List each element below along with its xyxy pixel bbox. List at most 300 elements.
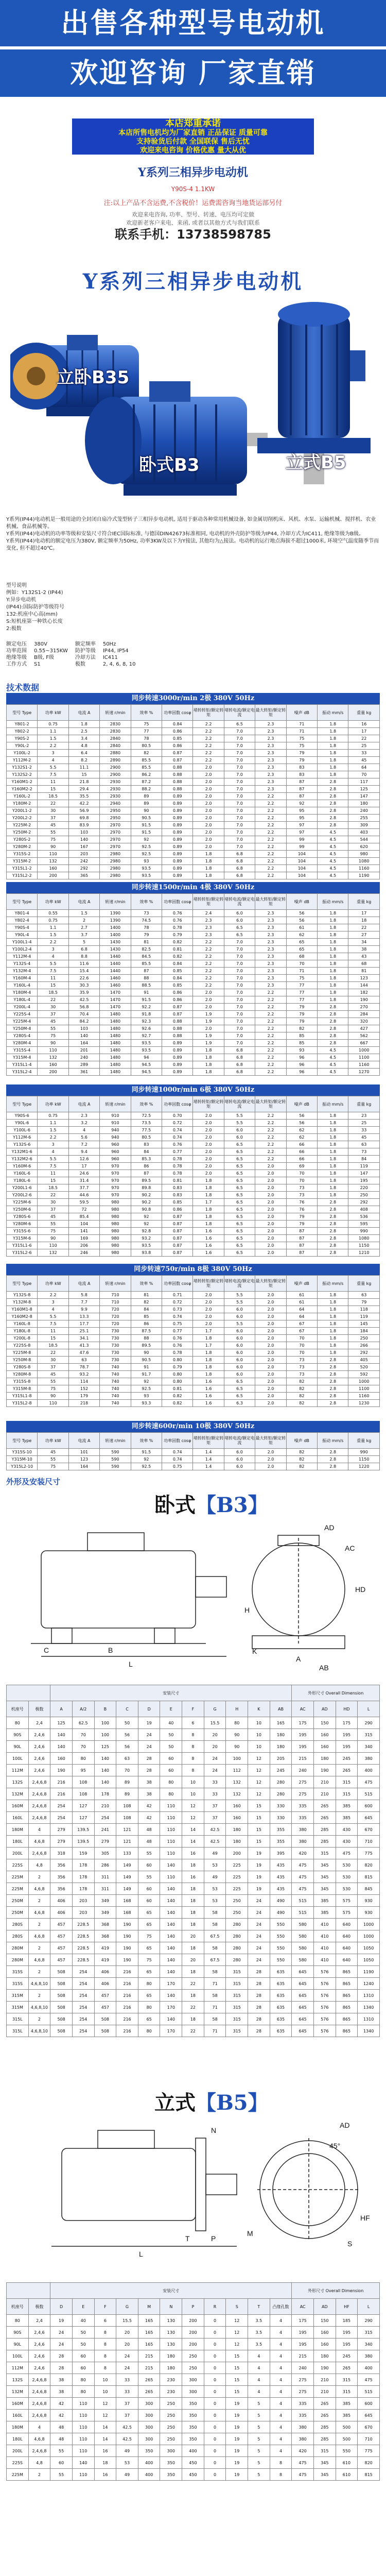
column-header: 极数 [28, 1701, 50, 1717]
table-cell: 1.8 [318, 728, 348, 735]
table-cell: 2.3 [255, 931, 286, 939]
table-cell: 2.8 [318, 1371, 348, 1378]
table-cell: Y160L-2 [7, 793, 38, 800]
table-cell: 2 [28, 1895, 50, 1907]
table-cell: 225 [226, 1859, 248, 1871]
table-cell: 77 [286, 989, 317, 996]
table-cell: 300 [182, 2386, 204, 2398]
table-cell: 280 [270, 1776, 292, 1788]
table-cell: 2950 [100, 815, 131, 822]
table-cell: 420 [292, 2445, 314, 2457]
table-cell: 23 [348, 1112, 380, 1120]
table-cell: 80.5 [131, 742, 162, 750]
table-cell: 3.7 [68, 931, 99, 939]
table-row [7, 1883, 380, 1895]
table-cell: 25.1 [68, 1328, 99, 1335]
table-cell: 2.2 [193, 735, 224, 742]
table-cell: 90L [7, 1741, 29, 1753]
table-cell: 815 [358, 2469, 380, 2481]
table-cell: 71 [204, 1978, 226, 1990]
table-cell: 315 [226, 2002, 248, 2013]
table-cell: 865 [336, 1990, 358, 2002]
table-cell: 140 [72, 2457, 94, 2469]
table-cell: 0.72 [162, 1299, 193, 1306]
table-cell: 2.0 [193, 1112, 224, 1120]
table-cell: 218 [68, 1400, 99, 1407]
column-header: 功率 kW [38, 894, 68, 910]
table-cell: 7.0 [224, 1025, 255, 1032]
table-cell: 6.8 [224, 865, 255, 872]
table-cell: 7.0 [224, 975, 255, 982]
table-cell: 47.6 [68, 1349, 99, 1357]
table-cell: 1440 [100, 960, 131, 968]
table-cell: 132S [7, 2374, 29, 2386]
table-cell: 49 [204, 1848, 226, 1859]
table-cell: 4,6,8 [28, 1907, 50, 1919]
table-cell: 290 [358, 2315, 380, 2327]
notice-line: 欢迎来电咨询 价格优惠 量大从优 [140, 146, 246, 155]
table-cell: 0.79 [162, 931, 193, 939]
table-cell: 18 [182, 1990, 204, 2002]
table-cell: 180 [226, 1836, 248, 1848]
table-cell: 1430 [100, 946, 131, 953]
table-cell: 160L [7, 1812, 29, 1824]
table-cell: 0.82 [162, 1400, 193, 1407]
table-row [7, 989, 380, 996]
table-cell: 265 [138, 2386, 160, 2398]
table-cell: 240 [68, 1054, 99, 1061]
column-header: 型号 Type [7, 1096, 38, 1112]
table-cell: 530 [336, 1859, 358, 1871]
table-cell: 315 [336, 2374, 358, 2386]
table-cell: 19 [226, 2469, 248, 2481]
table-cell: 133 [116, 1848, 138, 1859]
table-cell: 89.8 [131, 1184, 162, 1192]
table-cell: 75 [38, 1385, 68, 1393]
table-cell: 8 [94, 2350, 116, 2362]
table-cell: 49 [116, 2445, 138, 2457]
table-cell: 82 [131, 1299, 162, 1306]
table-cell: 200 [182, 2315, 204, 2327]
table-cell: 775 [358, 2445, 380, 2457]
table-row [7, 728, 380, 735]
table-cell: 225 [226, 1883, 248, 1895]
table-cell: 457 [50, 1930, 73, 1942]
column-header: 最大转矩/额定转矩 [255, 705, 286, 721]
table-cell: 1050 [358, 1954, 380, 1966]
column-header: 功率因数 cosφ [162, 705, 193, 721]
table-cell: 140 [160, 1942, 182, 1954]
table-cell: 225M [7, 1883, 29, 1895]
table-cell: 20 [182, 1930, 204, 1942]
table-cell: 28 [248, 1978, 270, 1990]
table-cell: 216 [116, 1966, 138, 1978]
table-cell: 2.8 [318, 1463, 348, 1470]
table-header [7, 705, 380, 721]
table-cell: 350 [160, 2469, 182, 2481]
table-cell: 15.5 [116, 2315, 138, 2327]
column-header: 堵转转矩/额定转矩 [193, 894, 224, 910]
table-cell: 7.0 [224, 757, 255, 764]
table-row [7, 931, 380, 939]
table-cell: 2.0 [193, 822, 224, 829]
table-cell: 1.8 [318, 975, 348, 982]
table-cell: 345 [313, 1883, 336, 1895]
table-cell: 42 [50, 2410, 73, 2421]
table-cell: 311 [94, 1871, 116, 1883]
table-cell: 200 [182, 2327, 204, 2338]
table-cell: 104 [286, 858, 317, 865]
table-cell: 48 [50, 2433, 73, 2445]
table-cell: 24 [248, 1919, 270, 1930]
table-cell: 18 [182, 1942, 204, 1954]
table-cell: 66 [286, 1148, 317, 1156]
table-cell: 4 [270, 2350, 292, 2362]
column-header: AD [313, 2299, 336, 2315]
table-cell: 3 [38, 1141, 68, 1148]
table-cell: 103 [68, 829, 99, 836]
table-cell: Y160M2-8 [7, 1313, 38, 1320]
table-cell: 1.1 [38, 924, 68, 931]
table-cell: 0 [204, 2338, 226, 2350]
model-title: 型号说明 [6, 583, 27, 588]
table-cell: 7.0 [224, 793, 255, 800]
table-row [7, 1054, 380, 1061]
table-cell: 6.5 [224, 1242, 255, 1249]
table-cell: 0 [204, 2315, 226, 2327]
table-cell: 125 [94, 1741, 116, 1753]
table-cell: 645 [292, 2013, 314, 2025]
table-cell: 2.4 [193, 910, 224, 917]
table-cell: 110 [38, 1400, 68, 1407]
table-cell: 8.2 [68, 757, 99, 764]
table-cell: 300 [160, 2445, 182, 2457]
table-cell: 0.78 [162, 924, 193, 931]
table-cell: 6.5 [224, 1141, 255, 1148]
table-cell: 2890 [100, 757, 131, 764]
table-cell: 87 [286, 1228, 317, 1235]
table-cell: 108 [72, 1776, 94, 1788]
table-cell: 7.0 [224, 982, 255, 989]
table-cell: 28 [138, 1765, 160, 1776]
table-cell: 4,6,8,10 [28, 1978, 50, 1990]
table-cell: 1.8 [193, 1177, 224, 1184]
table-cell: 8.8 [68, 953, 99, 960]
table-cell: 315 [226, 2013, 248, 2025]
table-cell: 70 [116, 1765, 138, 1776]
table-cell: 90.8 [131, 1206, 162, 1213]
table-cell: 590 [100, 1463, 131, 1470]
table-cell: 1270 [348, 1069, 380, 1076]
table-cell: 127 [72, 1800, 94, 1812]
table-cell: 17 [348, 910, 380, 917]
column-header: 效率 % [131, 894, 162, 910]
table-row [7, 2025, 380, 2037]
table-cell: 315 [313, 1848, 336, 1859]
table-cell: 127 [72, 1812, 94, 1824]
table-cell: 93.8 [131, 1249, 162, 1257]
table-cell: 95 [72, 1765, 94, 1776]
table-cell: 7.0 [224, 939, 255, 946]
table-cell: 580 [292, 1954, 314, 1966]
table-cell: Y160M1-2 [7, 778, 38, 786]
table-cell: 7.0 [224, 822, 255, 829]
table-cell: 78 [131, 735, 162, 742]
table-cell: 15 [226, 2386, 248, 2398]
table-cell: 88.2 [131, 786, 162, 793]
table-cell: 254 [50, 1812, 73, 1824]
table-cell: 0.89 [162, 872, 193, 879]
table-cell: Y225M-4 [7, 1018, 38, 1025]
table-cell: 6.5 [224, 1192, 255, 1199]
table-row [7, 1364, 380, 1371]
spec-cell: IP44, IP54 [102, 648, 129, 654]
table-cell: 22 [182, 1978, 204, 1990]
table-row [7, 1378, 380, 1385]
table-row [7, 1328, 380, 1335]
table-cell: 81 [131, 1292, 162, 1299]
table-cell: 2.2 [255, 793, 286, 800]
table-cell: 190 [50, 1765, 73, 1776]
table-cell: 200L [7, 2445, 29, 2457]
table-cell: 1430 [100, 939, 131, 946]
table-cell: 2.8 [318, 800, 348, 807]
table-cell: 2,4,6 [28, 2338, 50, 2350]
table-cell: 0.75 [38, 721, 68, 728]
table-cell: 48 [138, 1824, 160, 1836]
dim-label-A: A [296, 1655, 301, 1663]
column-header: L [358, 2299, 380, 2315]
table-cell: 60 [160, 1753, 182, 1765]
table-cell: 4 [248, 2386, 270, 2398]
table-cell: 15 [248, 1836, 270, 1848]
table-cell: Y315L1-6 [7, 1242, 38, 1249]
table-cell: 356 [50, 1883, 73, 1895]
table-cell: 0.74 [162, 1449, 193, 1456]
table-cell: 562 [348, 1032, 380, 1040]
group-install: 安装尺寸 [50, 2283, 292, 2299]
table-cell: 576 [313, 2002, 336, 2013]
table-cell: 1.8 [193, 1192, 224, 1199]
table-cell: 55 [38, 1221, 68, 1228]
table-cell: 385 [336, 1800, 358, 1812]
table-cell: 0.88 [162, 764, 193, 771]
table-cell: 22 [182, 2025, 204, 2037]
table-cell: 2.3 [255, 735, 286, 742]
table-cell: 93.2 [68, 1371, 99, 1378]
table-cell: 7.0 [224, 786, 255, 793]
column-header: A [50, 1701, 73, 1717]
table-cell: 70 [286, 1349, 317, 1357]
table-cell: 335 [292, 1800, 314, 1812]
table-cell: 7.0 [224, 1040, 255, 1047]
table-cell: 0.74 [162, 1313, 193, 1320]
table-cell: 121 [116, 1836, 138, 1848]
column-header: 堵转转矩/额定转矩 [193, 1433, 224, 1449]
column-header: 振动 mm/s [318, 705, 348, 721]
table-cell: 290 [358, 1717, 380, 1729]
table-cell: 730 [100, 1357, 131, 1364]
table-cell: 576 [313, 1978, 336, 1990]
table-cell: 42.5 [116, 2421, 138, 2433]
table-cell: 203 [72, 1895, 94, 1907]
table-cell: 490 [270, 1907, 292, 1919]
spec-row [6, 661, 143, 668]
table-row [7, 1919, 380, 1930]
table-cell: 0.81 [162, 1385, 193, 1393]
table-cell: 12 [226, 2338, 248, 2350]
table-cell: 0.89 [162, 815, 193, 822]
table-cell: 250 [182, 2362, 204, 2374]
table-cell: 14 [94, 2421, 116, 2433]
table-cell: 0.80 [162, 1378, 193, 1385]
table-cell: 2,4 [28, 1717, 50, 1729]
table-cell: 16 [182, 1871, 204, 1883]
table-cell: 355 [270, 1824, 292, 1836]
table-cell: 2.0 [255, 1170, 286, 1177]
table-row [7, 1741, 380, 1753]
table-cell: 42 [138, 1800, 160, 1812]
table-cell: 355 [270, 1836, 292, 1848]
table-cell: 2.2 [255, 822, 286, 829]
table-cell: 140 [160, 1930, 182, 1942]
table-cell: Y160M2-2 [7, 786, 38, 793]
table-cell: 0.79 [162, 1364, 193, 1371]
column-header: 噪声 dB [286, 1433, 317, 1449]
table-cell: 2.3 [255, 742, 286, 750]
table-cell: 149 [116, 1871, 138, 1883]
table-cell: 90 [38, 1040, 68, 1047]
table-cell: 940 [100, 1127, 131, 1134]
table-cell: 70 [72, 1729, 94, 1741]
table-cell: 70 [286, 960, 317, 968]
table-cell: 0.88 [162, 1018, 193, 1025]
tech-table [6, 1096, 380, 1257]
table-cell: 104 [286, 872, 317, 879]
table-cell: 66 [286, 1156, 317, 1163]
table-cell: 82 [286, 1378, 317, 1385]
table-cell: 7.0 [224, 836, 255, 843]
table-row [7, 1004, 380, 1011]
table-cell: 5.5 [38, 1156, 68, 1163]
table-cell: 76 [286, 1206, 317, 1213]
table-cell: 1.8 [193, 1349, 224, 1357]
table-cell: 457 [50, 1942, 73, 1954]
spec-row [6, 648, 143, 654]
column-header: 机座号 [7, 2299, 29, 2315]
table-cell: 2.0 [193, 1025, 224, 1032]
table-row [7, 836, 380, 843]
table-cell: 508 [50, 1966, 73, 1978]
table-cell: 1480 [100, 1025, 131, 1032]
table-cell: 45 [348, 757, 380, 764]
table-cell: 48 [50, 2421, 73, 2433]
table-cell: 1.8 [318, 721, 348, 728]
table-cell: 4,6,8,10 [28, 2002, 50, 2013]
table-cell: 5.5 [38, 1313, 68, 1320]
spec-cell: 380V [34, 641, 47, 647]
column-header: 噪声 dB [286, 894, 317, 910]
table-cell: 4.5 [318, 836, 348, 843]
table-cell: 205 [270, 1753, 292, 1765]
table-cell: 164 [68, 1463, 99, 1470]
table-row [7, 953, 380, 960]
column-header: 堵转电流/额定电流 [224, 1433, 255, 1449]
table-cell: 2.2 [255, 1069, 286, 1076]
table-cell: 1.6 [193, 1385, 224, 1393]
table-cell: 6.0 [224, 1134, 255, 1141]
table-cell: 4.5 [318, 1054, 348, 1061]
table-cell: 50 [160, 1741, 182, 1753]
table-cell: 1480 [100, 1011, 131, 1018]
table-cell: 200 [226, 1848, 248, 1859]
table-cell: 315S [7, 1978, 29, 1990]
table-cell: 265 [336, 2362, 358, 2374]
table-cell: Y160L-4 [7, 982, 38, 989]
table-cell: 165 [270, 1717, 292, 1729]
table-cell: 0.87 [162, 750, 193, 757]
table-cell: 100 [94, 1729, 116, 1741]
column-header: 电流 A [68, 1433, 99, 1449]
table-cell: 1.8 [193, 1371, 224, 1378]
table-cell: 2.2 [255, 843, 286, 851]
table-cell: 80 [160, 1788, 182, 1800]
table-row [7, 1156, 380, 1163]
table-cell: 1210 [348, 1249, 380, 1257]
table-cell: 2.0 [255, 1235, 286, 1242]
column-header: 重量 kg [348, 1433, 380, 1449]
table-cell: 19 [248, 1883, 270, 1895]
table-cell: 0.76 [162, 1141, 193, 1148]
table-cell: 85 [286, 1032, 317, 1040]
spec-cell: 0.55~315KW [34, 648, 68, 654]
table-cell: 2.3 [193, 931, 224, 939]
table-row [7, 1235, 380, 1242]
table-row [7, 1213, 380, 1221]
table-cell: 11 [38, 778, 68, 786]
table-cell: 410 [313, 1954, 336, 1966]
spec-cell: 额定频率 [75, 641, 96, 647]
table-cell: 195 [336, 1741, 358, 1753]
table-cell: 18 [182, 1883, 204, 1895]
table-cell: Y225S-8 [7, 1342, 38, 1349]
table-row [7, 1449, 380, 1456]
table-cell: 4.8 [68, 742, 99, 750]
table-cell: 2.2 [255, 829, 286, 836]
table-cell: 2,4,6 [28, 1729, 50, 1741]
table-cell: 28 [248, 1990, 270, 2002]
table-cell: 77 [286, 996, 317, 1004]
table-cell: 140 [160, 1859, 182, 1871]
table-cell: 2.2 [193, 946, 224, 953]
table-cell: 980 [100, 1249, 131, 1257]
table-cell: 42.5 [68, 996, 99, 1004]
table-cell: 1.8 [318, 757, 348, 764]
table-cell: 65 [286, 939, 317, 946]
table-cell: 2.3 [255, 757, 286, 764]
table-cell: 2.0 [193, 1127, 224, 1134]
column-header: G [204, 1701, 226, 1717]
table-cell: Y180L-8 [7, 1328, 38, 1335]
table-row [7, 2013, 380, 2025]
table-cell: 1.8 [318, 989, 348, 996]
table-cell: 73 [286, 1184, 317, 1192]
table-row [7, 2374, 380, 2386]
column-header: 堵转电流/额定电流 [224, 705, 255, 721]
table-row [7, 1930, 380, 1942]
table-cell: 2.8 [318, 807, 348, 815]
model-item: (IP44):国际防护等级符号 [6, 604, 64, 610]
